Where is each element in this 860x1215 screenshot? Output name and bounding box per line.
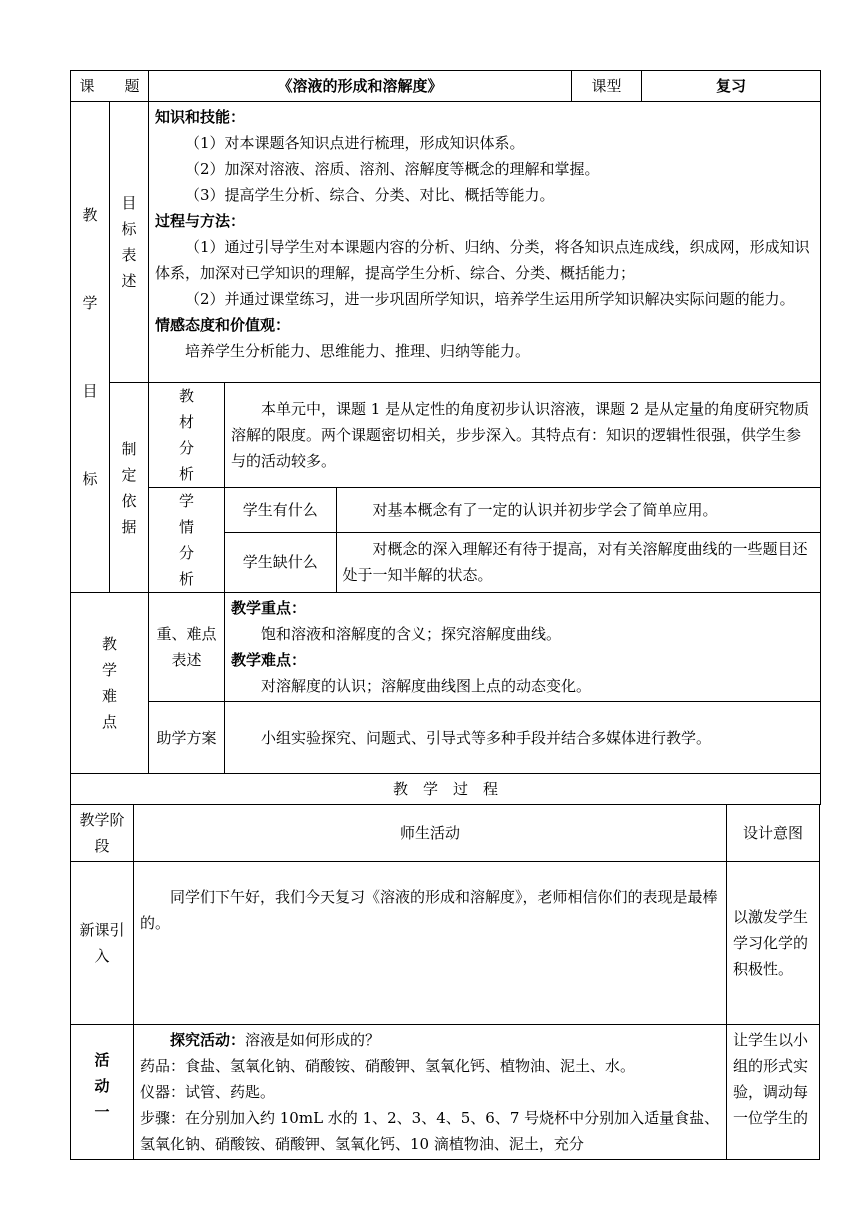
lack-label: 学生缺什么 [225,532,336,592]
activity-intro: 同学们下午好，我们今天复习《溶液的形成和溶解度》，老师相信你们的表现是最棒的。 [134,862,727,1025]
process-item: （1）通过引导学生对本课题内容的分析、归纳、分类，将各知识点连成线，织成网，形成知识体系，加深对已学知识的理解，提高学生分析、综合、分类、概括能力； [155,238,810,282]
target-label: 目 标 表 述 [110,102,149,383]
lack-text: 对概念的深入理解还有待于提高，对有关溶解度曲线的一些题目还处于一知半解的状态。 [336,532,820,592]
hard-title: 教学难点： [231,651,307,669]
material-label: 教 材 分 析 [149,383,225,488]
drugs-text: 药品：食盐、氢氧化钠、硝酸铵、硝酸钾、氢氧化钙、植物油、泥土、水。 [140,1057,636,1075]
knowledge-item: （3）提高学生分析、综合、分类、对比、概括等能力。 [185,186,555,204]
have-label: 学生有什么 [225,488,336,532]
hard-text: 对溶解度的认识；溶解度曲线图上点的动态变化。 [261,677,592,695]
explore-text: 溶液是如何形成的？ [245,1031,381,1049]
topic-label: 课 题 [71,71,149,102]
lesson-plan [70,70,820,1160]
student-analysis [225,488,821,593]
col-intent: 设计意图 [727,805,820,862]
stage-activity1: 活 动 一 [71,1025,134,1160]
tools-text: 仪器：试管、药匙。 [140,1083,276,1101]
process-item: （2）并通过课堂练习，进一步巩固所学知识，培养学生运用所学知识解决实际问题的能力。 [185,290,795,308]
col-activity: 师生活动 [134,805,727,862]
knowledge-item: （1）对本课题各知识点进行梳理，形成知识体系。 [185,134,525,152]
key-title: 教学重点： [231,599,307,617]
topic-title: 《溶液的形成和溶解度》 [149,71,572,102]
type-value: 复习 [642,71,821,102]
process-title: 过程与方法： [155,212,246,230]
activity1-content [134,1025,727,1160]
intent-activity1: 让学生以小组的形式实验，调动每一位学生的 [727,1025,820,1160]
type-label: 课型 [572,71,642,102]
col-stage: 教学阶段 [71,805,134,862]
material-text: 本单元中，课题 1 是从定性的角度初步认识溶液，课题 2 是从定量的角度研究物质溶解的限度。两个课题密切相关，步步深入。其特点有：知识的逻辑性很强，供学生参与的活动较多。 [225,383,821,488]
have-text: 对基本概念有了一定的认识并初步学会了简单应用。 [336,488,820,532]
process-title-row: 教 学 过 程 [71,774,821,805]
explore-title: 探究活动： [170,1031,246,1049]
knowledge-item: （2）加深对溶液、溶质、溶剂、溶解度等概念的理解和掌握。 [185,160,600,178]
goals-section-label: 教 学 目 标 [71,102,110,593]
lesson-plan-table [70,70,821,805]
help-text: 小组实验探究、问题式、引导式等多种手段并结合多媒体进行教学。 [225,702,821,774]
basis-label: 制 定 依 据 [110,383,149,593]
help-label: 助学方案 [149,702,225,774]
difficulty-section-label: 教 学 难 点 [71,593,149,774]
steps-text: 步骤：在分别加入约 10mL 水的 1、2、3、4、5、6、7 号烧杯中分别加入适量食盐、氢氧化钠、硝酸铵、硝酸钾、氢氧化钙、10 滴植物油、泥土，充分 [140,1109,720,1153]
key-text: 饱和溶液和溶解度的含义；探究溶解度曲线。 [261,625,562,643]
key-label: 重、难点表述 [149,593,225,702]
student-label: 学 情 分 析 [149,488,225,593]
key-content [225,593,821,702]
emotion-text: 培养学生分析能力、思维能力、推理、归纳等能力。 [185,342,531,360]
goals-content [149,102,821,383]
process-table [70,804,820,1160]
intent-intro: 以激发学生学习化学的积极性。 [727,862,820,1025]
emotion-title: 情感态度和价值观： [155,316,291,334]
knowledge-title: 知识和技能： [155,108,246,126]
stage-intro: 新课引入 [71,862,134,1025]
